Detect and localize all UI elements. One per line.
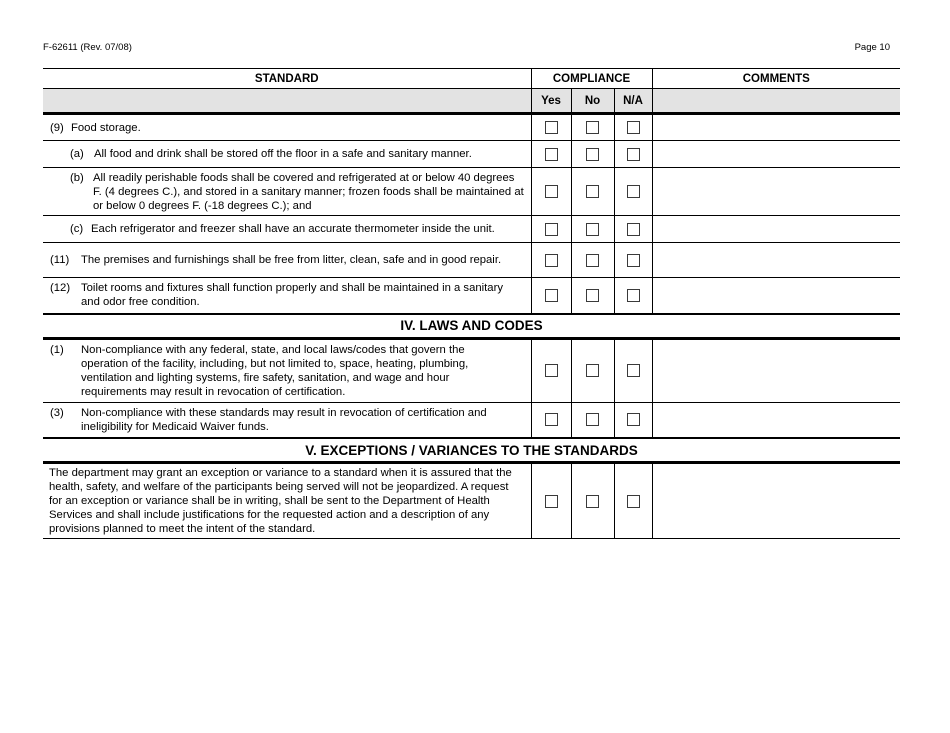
no-checkbox[interactable] — [586, 223, 599, 236]
na-checkbox[interactable] — [627, 121, 640, 134]
standard-cell — [43, 338, 531, 402]
na-checkbox[interactable] — [627, 413, 640, 426]
yes-checkbox[interactable] — [545, 148, 558, 161]
no-checkbox[interactable] — [586, 148, 599, 161]
na-checkbox[interactable] — [627, 495, 640, 508]
item-number: (1) — [50, 343, 64, 356]
item-number: (3) — [50, 406, 64, 419]
standard-cell — [43, 278, 531, 314]
no-checkbox[interactable] — [586, 289, 599, 302]
yes-checkbox[interactable] — [545, 289, 558, 302]
section-heading-row — [43, 438, 900, 463]
comments-column-header: COMMENTS — [652, 69, 900, 89]
comments-field[interactable] — [652, 168, 900, 216]
standard-cell — [43, 216, 531, 243]
section-title-laws-and-codes: IV. LAWS AND CODES — [43, 314, 900, 339]
table-row — [43, 463, 900, 539]
na-checkbox[interactable] — [627, 364, 640, 377]
na-checkbox[interactable] — [627, 185, 640, 198]
table-row — [43, 278, 900, 314]
na-checkbox[interactable] — [627, 254, 640, 267]
item-number: (a) — [70, 148, 84, 160]
na-checkbox[interactable] — [627, 223, 640, 236]
compliance-table — [43, 68, 900, 539]
subheader-row — [43, 89, 900, 114]
standard-cell — [43, 141, 531, 168]
no-checkbox[interactable] — [586, 413, 599, 426]
yes-checkbox[interactable] — [545, 121, 558, 134]
na-column-header: N/A — [614, 89, 652, 114]
no-checkbox[interactable] — [586, 121, 599, 134]
form-number: F-62611 (Rev. 07/08) — [43, 42, 132, 53]
item-text: All food and drink shall be stored off the floor in a safe and sanitary manner. — [94, 148, 472, 160]
item-text: Food storage. — [71, 121, 141, 134]
standard-cell — [43, 463, 531, 539]
standard-cell — [43, 402, 531, 438]
section-heading-row — [43, 314, 900, 339]
standard-cell — [43, 168, 531, 216]
compliance-column-header: COMPLIANCE — [531, 69, 652, 89]
yes-checkbox[interactable] — [545, 254, 558, 267]
section-title-exceptions-variances: V. EXCEPTIONS / VARIANCES TO THE STANDARDS — [43, 438, 900, 463]
comments-field[interactable] — [652, 338, 900, 402]
standard-cell — [43, 114, 531, 141]
table-row — [43, 402, 900, 438]
comments-field[interactable] — [652, 141, 900, 168]
standard-cell — [43, 243, 531, 278]
page-number: Page 10 — [854, 42, 890, 53]
no-checkbox[interactable] — [586, 185, 599, 198]
item-number: (b) — [70, 171, 84, 184]
yes-checkbox[interactable] — [545, 413, 558, 426]
item-text: Non-compliance with these standards may result in revocation of certification and ineligibility for Medicaid Waiver funds. — [81, 406, 487, 433]
item-text: Toilet rooms and fixtures shall function properly and shall be maintained in a sanitary and odor free condition. — [81, 282, 503, 309]
no-checkbox[interactable] — [586, 364, 599, 377]
table-row — [43, 141, 900, 168]
item-number: (c) — [70, 223, 84, 235]
table-row — [43, 216, 900, 243]
item-number: (12) — [50, 282, 71, 295]
no-checkbox[interactable] — [586, 254, 599, 267]
comments-field[interactable] — [652, 278, 900, 314]
comments-field[interactable] — [652, 216, 900, 243]
item-text: Each refrigerator and freezer shall have an accurate thermometer inside the unit. — [91, 223, 495, 235]
header-row — [43, 69, 900, 89]
table-row — [43, 338, 900, 402]
item-text: Non-compliance with any federal, state, and local laws/codes that govern the operation of the facility, including, but not limited to, space, heating, plumbing, ventilation and lighting systems, fire safety, sanitation, and wage and hour requirements may result in revocation of certification. — [81, 343, 469, 398]
item-text: The premises and furnishings shall be free from litter, clean, safe and in good repair. — [81, 254, 502, 266]
exceptions-text: The department may grant an exception or variance to a standard when it is assured that the health, safety, and welfare of the participants being served will not be jeopardized. A request for an exception or variance shall be in writing, shall be sent to the Department of Health Services and shall include justifications for the requested action and a description of any provisions planned to meet the intent of the standard. — [49, 467, 512, 535]
na-checkbox[interactable] — [627, 148, 640, 161]
table-row — [43, 114, 900, 141]
comments-field[interactable] — [652, 463, 900, 539]
comments-subheader-blank — [652, 89, 900, 114]
yes-checkbox[interactable] — [545, 223, 558, 236]
no-column-header: No — [571, 89, 614, 114]
yes-checkbox[interactable] — [545, 495, 558, 508]
table-row — [43, 168, 900, 216]
na-checkbox[interactable] — [627, 289, 640, 302]
yes-checkbox[interactable] — [545, 185, 558, 198]
comments-field[interactable] — [652, 114, 900, 141]
item-text: All readily perishable foods shall be covered and refrigerated at or below 40 degrees F. (4 degrees C.), and stored in a sanitary manner; frozen foods shall be maintained at or below 0 degrees F. (-18 degrees C.); and — [93, 171, 524, 212]
comments-field[interactable] — [652, 402, 900, 438]
yes-column-header: Yes — [531, 89, 571, 114]
item-number: (11) — [50, 254, 70, 266]
standard-subheader-blank — [43, 89, 531, 114]
item-number: (9) — [50, 121, 64, 134]
yes-checkbox[interactable] — [545, 364, 558, 377]
comments-field[interactable] — [652, 243, 900, 278]
table-row — [43, 243, 900, 278]
no-checkbox[interactable] — [586, 495, 599, 508]
standard-column-header: STANDARD — [43, 69, 531, 89]
